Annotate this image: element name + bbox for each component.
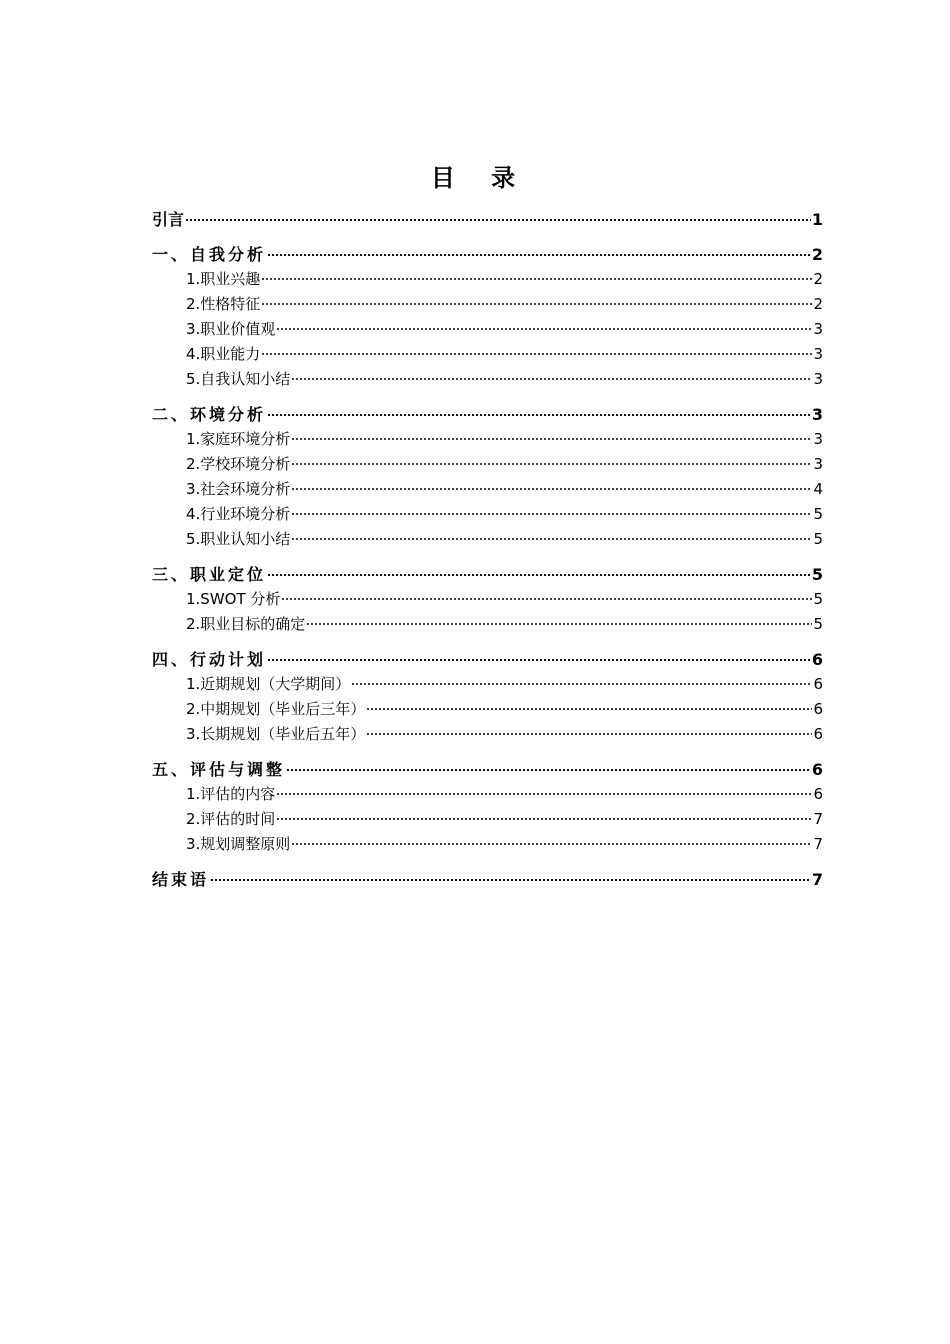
toc-entry-page: 3 <box>813 430 823 448</box>
toc-entry-text: 2.中期规划（毕业后三年） <box>186 700 366 718</box>
toc-subentry[interactable] <box>152 672 823 697</box>
toc-entry-page: 6 <box>811 650 823 669</box>
toc-entry-text: 1.家庭环境分析 <box>186 430 291 448</box>
dot-leader <box>366 733 812 735</box>
toc-entry-page: 3 <box>813 370 823 388</box>
toc-entry-action-plan[interactable] <box>152 648 823 672</box>
toc-entry-page: 3 <box>811 405 823 424</box>
dot-leader <box>291 463 812 465</box>
toc-entry-page: 3 <box>813 345 823 363</box>
toc-entry-evaluation-adjustment[interactable] <box>152 758 823 782</box>
dot-leader <box>291 513 812 515</box>
toc-entry-conclusion[interactable] <box>152 868 823 892</box>
toc-entry-page: 6 <box>813 675 823 693</box>
dot-leader <box>351 683 812 685</box>
toc-subentry[interactable] <box>152 832 823 857</box>
toc-entry-page: 5 <box>813 615 823 633</box>
toc-entry-text: 2.职业目标的确定 <box>186 615 306 633</box>
toc-entry-page: 3 <box>813 320 823 338</box>
toc-entry-page: 1 <box>811 210 823 229</box>
toc-subentry[interactable] <box>152 807 823 832</box>
toc-entry-page: 7 <box>811 870 823 889</box>
dot-leader <box>281 598 812 600</box>
toc-entry-text: 引言 <box>152 210 185 229</box>
toc-subentry[interactable] <box>152 477 823 502</box>
toc-subentry[interactable] <box>152 502 823 527</box>
toc-entry-page: 7 <box>813 810 823 828</box>
toc-entry-text: 1.SWOT 分析 <box>186 590 281 608</box>
dot-leader <box>276 793 812 795</box>
toc-subentry[interactable] <box>152 427 823 452</box>
toc-entry-self-analysis[interactable] <box>152 243 823 267</box>
toc-entry-text: 结束语 <box>152 870 210 889</box>
toc-subentry[interactable] <box>152 452 823 477</box>
toc-entry-text: 二、环境分析 <box>152 405 267 424</box>
toc-entry-text: 3.长期规划（毕业后五年） <box>186 725 366 743</box>
toc-entry-text: 4.行业环境分析 <box>186 505 291 523</box>
toc-title: 目 录 <box>430 164 530 192</box>
dot-leader <box>286 769 811 771</box>
dot-leader <box>267 254 811 256</box>
dot-leader <box>291 843 812 845</box>
dot-leader <box>291 378 812 380</box>
toc-subentry[interactable] <box>152 697 823 722</box>
dot-leader <box>210 879 811 881</box>
toc-entry-career-positioning[interactable] <box>152 563 823 587</box>
toc-entry-text: 3.社会环境分析 <box>186 480 291 498</box>
toc-entry-text: 四、行动计划 <box>152 650 267 669</box>
toc-entry-page: 2 <box>813 270 823 288</box>
toc-entry-text: 1.近期规划（大学期间） <box>186 675 351 693</box>
toc-entry-text: 5.职业认知小结 <box>186 530 291 548</box>
toc-entry-page: 5 <box>811 565 823 584</box>
toc-subentry[interactable] <box>152 612 823 637</box>
dot-leader <box>291 538 812 540</box>
dot-leader <box>366 708 812 710</box>
toc-entry-page: 2 <box>813 295 823 313</box>
toc-entry-text: 三、职业定位 <box>152 565 267 584</box>
toc-entry-text: 一、自我分析 <box>152 245 267 264</box>
table-of-contents <box>152 208 823 892</box>
toc-entry-introduction[interactable] <box>152 208 823 232</box>
toc-entry-text: 2.学校环境分析 <box>186 455 291 473</box>
toc-entry-page: 5 <box>813 590 823 608</box>
dot-leader <box>276 818 812 820</box>
toc-entry-environment-analysis[interactable] <box>152 403 823 427</box>
dot-leader <box>261 278 812 280</box>
dot-leader <box>291 438 812 440</box>
toc-entry-page: 6 <box>813 725 823 743</box>
toc-entry-text: 2.评估的时间 <box>186 810 276 828</box>
toc-entry-page: 6 <box>811 760 823 779</box>
toc-entry-page: 2 <box>811 245 823 264</box>
dot-leader <box>267 659 811 661</box>
toc-entry-text: 2.性格特征 <box>186 295 261 313</box>
toc-subentry[interactable] <box>152 722 823 747</box>
toc-entry-text: 五、评估与调整 <box>152 760 286 779</box>
toc-entry-page: 6 <box>813 785 823 803</box>
toc-entry-page: 5 <box>813 505 823 523</box>
toc-subentry[interactable] <box>152 527 823 552</box>
dot-leader <box>267 414 811 416</box>
toc-entry-text: 4.职业能力 <box>186 345 261 363</box>
dot-leader <box>261 303 812 305</box>
dot-leader <box>306 623 812 625</box>
toc-entry-text: 3.职业价值观 <box>186 320 276 338</box>
toc-entry-text: 1.评估的内容 <box>186 785 276 803</box>
toc-subentry[interactable] <box>152 587 823 612</box>
toc-subentry[interactable] <box>152 782 823 807</box>
toc-subentry[interactable] <box>152 292 823 317</box>
toc-entry-text: 5.自我认知小结 <box>186 370 291 388</box>
toc-subentry[interactable] <box>152 342 823 367</box>
toc-entry-page: 7 <box>813 835 823 853</box>
dot-leader <box>185 219 811 221</box>
toc-subentry[interactable] <box>152 367 823 392</box>
dot-leader <box>261 353 812 355</box>
toc-entry-page: 5 <box>813 530 823 548</box>
toc-subentry[interactable] <box>152 267 823 292</box>
dot-leader <box>291 488 812 490</box>
toc-entry-page: 6 <box>813 700 823 718</box>
toc-entry-text: 1.职业兴趣 <box>186 270 261 288</box>
dot-leader <box>267 574 811 576</box>
toc-entry-page: 3 <box>813 455 823 473</box>
toc-entry-page: 4 <box>813 480 823 498</box>
toc-entry-text: 3.规划调整原则 <box>186 835 291 853</box>
toc-subentry[interactable] <box>152 317 823 342</box>
dot-leader <box>276 328 812 330</box>
